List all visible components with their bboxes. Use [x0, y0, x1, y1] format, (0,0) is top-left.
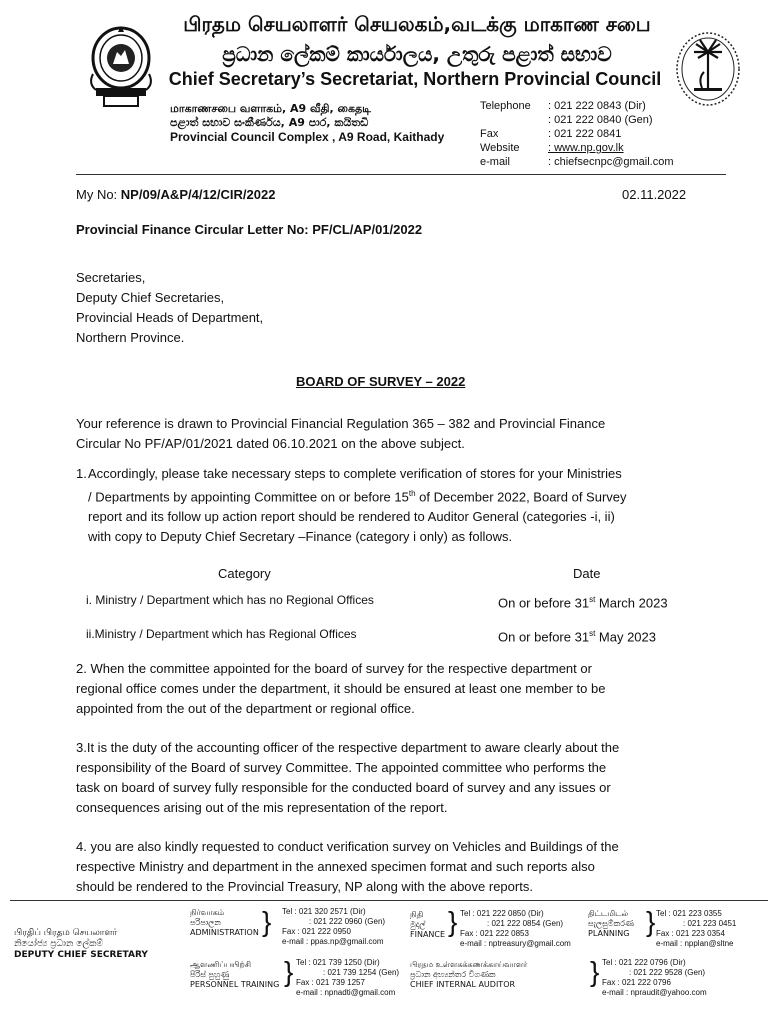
header-divider	[76, 174, 726, 175]
paragraph-1: 1. Accordingly, please take necessary steps to complete verification of stores for your Ministries / Departments by appointing Committee on or before 15th of December 2022, Board of Survey report and its follow up action report should be rendered to Auditor General (categories -i, ii) with copy to Deputy Chief Secretary –Finance (category i only) as follows.	[76, 466, 627, 545]
address-sinhala: පළාත් සභාව සංකීර්ණය, A9 පාර, කයිතඩි	[170, 116, 369, 129]
footer-planning-labels: திட்டமிடல் සැලසුම්කරණ PLANNING	[588, 909, 634, 938]
recipient-line: Provincial Heads of Department,	[76, 310, 264, 325]
table-row-date: On or before 31st March 2023	[498, 595, 668, 611]
paragraph-2: 2. When the committee appointed for the board of survey for the respective department or regional office comes under the department, it should be ensured at least one member to be appointed from the out of the department or regional office.	[76, 661, 606, 716]
footer-personnel-labels: ஆளணிப்பயிற்சி පිරිස් පුහුණු PERSONNEL TRAINING	[190, 960, 280, 989]
footer-personnel-contacts: Tel : 021 739 1250 (Dir) : 021 739 1254 (Gen) Fax : 021 739 1257 e-mail : npnadti@gmail.com	[296, 958, 400, 997]
paragraph-3: 3.It is the duty of the accounting officer of the respective department to aware clearly about the responsibility of the Board of survey Committee. The appointed committee who performs the task on board of survey fully responsible for the conducted board of survey and any issues or consequences arising out of the mis representation of the report.	[76, 740, 620, 815]
header-sinhala-title: ප්‍රධාන ලේකම් කාර්යාලය, උතුරු පළාත් සභාව	[222, 42, 612, 66]
recipient-line: Secretaries,	[76, 270, 146, 285]
contact-website: Website : www.np.gov.lk	[480, 142, 624, 154]
contact-telephone-gen: : 021 222 0840 (Gen)	[548, 114, 653, 126]
recipient-line: Deputy Chief Secretaries,	[76, 290, 225, 305]
table-row-category: i. Ministry / Department which has no Regional Offices	[86, 593, 374, 607]
brace: }	[646, 906, 656, 937]
subject-heading: BOARD OF SURVEY – 2022	[296, 374, 466, 389]
circular-number: Provincial Finance Circular Letter No: PF/CL/AP/01/2022	[76, 222, 423, 237]
table-row-date: On or before 31st May 2023	[498, 629, 656, 645]
sri-lanka-emblem-icon	[86, 24, 156, 110]
footer-admin-contacts: Tel : 021 320 2571 (Dir) : 021 222 0960 (Gen) Fax : 021 222 0950 e-mail : ppas.np@gmail.com	[282, 907, 386, 946]
footer-divider	[10, 900, 768, 901]
table-header-category: Category	[218, 566, 271, 581]
brace: }	[262, 906, 272, 937]
letter-date: 02.11.2022	[622, 187, 687, 202]
recipients	[76, 268, 263, 348]
footer-audit-contacts: Tel : 021 222 0796 (Dir) : 021 222 9528 (Gen) Fax : 021 222 0796 e-mail : npraudit@yahoo.com	[602, 958, 707, 997]
footer-planning-contacts: Tel : 021 223 0355 : 021 223 0451 Fax : 021 223 0354 e-mail : npplan@sltne	[656, 909, 737, 948]
brace: }	[448, 906, 458, 937]
intro-paragraph: Your reference is drawn to Provincial Financial Regulation 365 – 382 and Provincial Finance Circular No PF/AP/01/2021 dated 06.10.2021 on the above subject.	[76, 416, 606, 451]
contact-fax: Fax : 021 222 0841	[480, 128, 622, 140]
palmyra-tree-emblem-icon	[672, 30, 744, 108]
table-header-date: Date	[573, 566, 601, 581]
footer-admin-labels: நிர்வாகம் පරිපාලන ADMINISTRATION	[190, 908, 259, 937]
brace: }	[284, 956, 294, 987]
footer-audit-labels: பிரதம உள்ளகக்கணக்காய்வாளர் ප්‍රධාන අභ්‍යන්තර විගණක CHIEF INTERNAL AUDITOR	[410, 960, 528, 989]
recipient-line: Northern Province.	[76, 330, 185, 345]
paragraph-4: 4. you are also kindly requested to conduct verification survey on Vehicles and Buildings of the respective Ministry and department in the annexed specimen format and such reports also should be rendered to the Provincial Treasury, NP along with the above reports.	[76, 839, 619, 894]
address-english: Provincial Council Complex , A9 Road, Kaithady	[170, 130, 445, 144]
footer-finance-contacts: Tel : 021 222 0850 (Dir) : 021 222 0854 (Gen) Fax : 021 222 0853 e-mail : nptreasury@gmail.com	[460, 909, 571, 948]
reference-number: My No: NP/09/A&P/4/12/CIR/2022	[76, 187, 276, 202]
address-tamil: மாகாணசபை வளாகம், A9 வீதி, கைதடி	[170, 102, 371, 115]
contact-email: e-mail : chiefsecnpc@gmail.com	[480, 156, 674, 168]
header-tamil-title: பிரதம செயலாளர் செயலகம்,வடக்கு மாகாண சபை	[183, 12, 651, 36]
footer-dcs: பிரதிப் பிரதம செயலாளர் නියෝජ්‍ය ප්‍රධාන ලේකම් DEPUTY CHIEF SECRETARY	[14, 928, 148, 960]
header-english-title: Chief Secretary’s Secretariat, Northern Provincial Council	[168, 69, 662, 89]
table-row-category: ii.Ministry / Department which has Regional Offices	[86, 627, 357, 641]
brace: }	[590, 956, 600, 987]
contact-telephone-dir: Telephone : 021 222 0843 (Dir)	[480, 100, 646, 112]
footer-finance-labels: நிதி මුදල් FINANCE	[410, 910, 446, 939]
